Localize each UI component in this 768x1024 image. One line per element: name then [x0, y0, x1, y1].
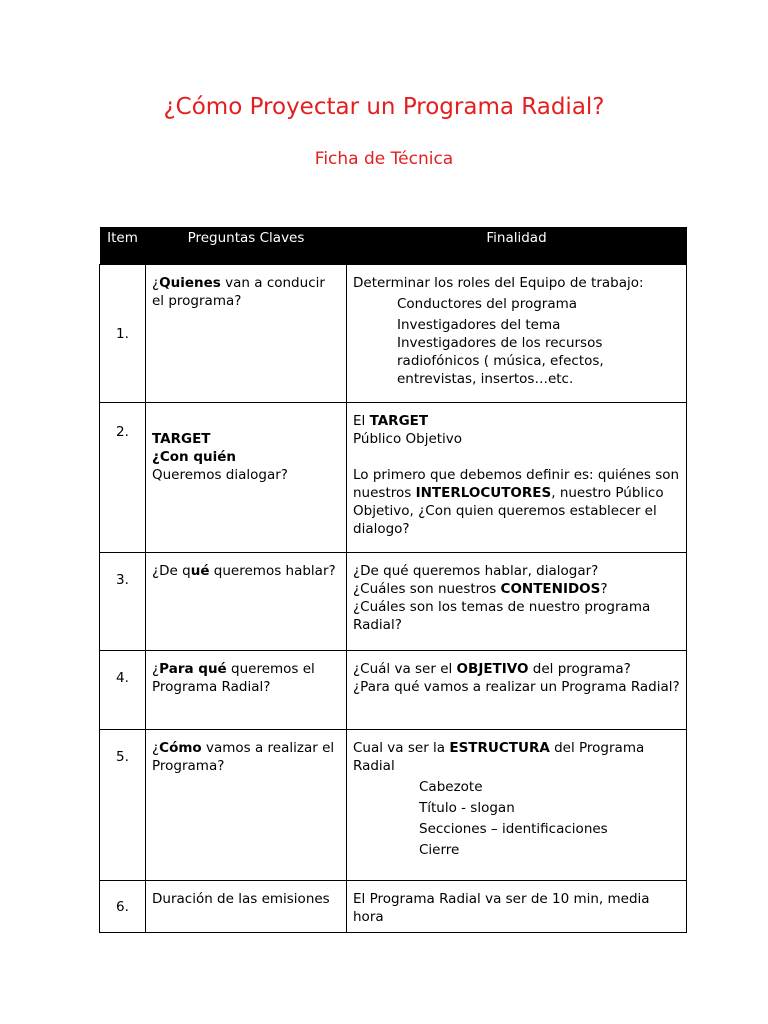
table-row: [100, 553, 687, 651]
purpose-keyword: OBJETIVO: [456, 661, 529, 677]
purpose-text: ¿De qué queremos hablar, dialogar?: [353, 563, 599, 579]
question-cell: [146, 403, 347, 553]
purpose-keyword: CONTENIDOS: [500, 581, 601, 597]
question-keyword: ué: [190, 563, 210, 579]
question-keyword: Para qué: [159, 661, 227, 677]
question-text: vamos a realizar el Programa?: [152, 740, 335, 774]
question-text: ¿: [152, 275, 160, 291]
question-text: ¿: [152, 740, 160, 756]
purpose-text: ?: [600, 581, 608, 597]
question-keyword: Cómo: [159, 740, 202, 756]
technical-sheet-table: [99, 227, 687, 933]
purpose-text: Cual va ser la: [353, 740, 450, 756]
purpose-text: del programa?: [528, 661, 631, 677]
question-text: van a conducir el programa?: [152, 275, 325, 309]
question-text: queremos hablar?: [209, 563, 336, 579]
question-keyword: TARGET: [152, 431, 211, 447]
purpose-cell: [347, 265, 687, 403]
table-row: [100, 881, 687, 933]
header-item: Item: [100, 227, 146, 265]
purpose-list-item: Título - slogan: [419, 800, 515, 816]
purpose-cell: [347, 553, 687, 651]
table-row: [100, 265, 687, 403]
header-finalidad: Finalidad: [347, 227, 687, 265]
question-text: queremos el Programa Radial?: [152, 661, 315, 695]
purpose-text: El: [353, 413, 370, 429]
purpose-keyword: TARGET: [369, 413, 429, 429]
question-text: ¿De q: [152, 563, 191, 579]
table-row: [100, 730, 687, 881]
purpose-list-item: Cabezote: [419, 779, 483, 795]
purpose-keyword: ESTRUCTURA: [449, 740, 550, 756]
purpose-text: ¿Cuáles son los temas de nuestro programa Radial?: [353, 599, 651, 633]
table-row: [100, 651, 687, 730]
question-cell: [146, 265, 347, 403]
row-number: 5.: [100, 730, 146, 881]
purpose-list-item: Investigadores de los recursos radiofónicos ( música, efectos, entrevistas, insertos…etc.: [397, 335, 604, 387]
purpose-text: Lo primero que debemos definir es: quiénes son nuestros: [353, 467, 680, 501]
purpose-text: ¿Para qué vamos a realizar un Programa Radial?: [353, 679, 680, 695]
question-cell: [146, 553, 347, 651]
row-number: 3.: [100, 553, 146, 651]
question-cell: [146, 651, 347, 730]
purpose-cell: [347, 730, 687, 881]
row-number: 1.: [100, 265, 146, 403]
row-number: 6.: [100, 881, 146, 933]
row-number: 2.: [100, 403, 146, 553]
purpose-list-item: Secciones – identificaciones: [419, 821, 608, 837]
purpose-text: , nuestro Público Objetivo, ¿Con quien queremos establecer el dialogo?: [353, 485, 664, 537]
question-text: ¿: [152, 661, 160, 677]
document-subtitle: Ficha de Técnica: [314, 149, 454, 169]
row-number: 4.: [100, 651, 146, 730]
purpose-cell: [347, 403, 687, 553]
purpose-text: del Programa Radial: [353, 740, 645, 774]
purpose-text: ¿Cuáles son nuestros: [353, 581, 501, 597]
question-keyword: ¿Con quién: [152, 449, 236, 465]
purpose-list-item: Investigadores del tema: [397, 317, 561, 333]
purpose-text: ¿Cuál va ser el: [353, 661, 457, 677]
purpose-list-item: Conductores del programa: [397, 296, 578, 312]
table-row: [100, 403, 687, 553]
question-cell: Duración de las emisiones: [146, 881, 347, 933]
purpose-cell: [347, 651, 687, 730]
purpose-intro: Determinar los roles del Equipo de trabajo:: [353, 275, 644, 291]
purpose-cell: El Programa Radial va ser de 10 min, media hora: [347, 881, 687, 933]
document-title: ¿Cómo Proyectar un Programa Radial?: [163, 94, 605, 120]
purpose-text: Público Objetivo: [353, 431, 463, 447]
purpose-list-item: Cierre: [419, 842, 460, 858]
purpose-keyword: INTERLOCUTORES: [415, 485, 552, 501]
question-text: Queremos dialogar?: [152, 467, 288, 483]
question-cell: [146, 730, 347, 881]
question-keyword: Quienes: [159, 275, 221, 291]
header-preguntas: Preguntas Claves: [146, 227, 347, 265]
table-header-row: [100, 227, 687, 265]
